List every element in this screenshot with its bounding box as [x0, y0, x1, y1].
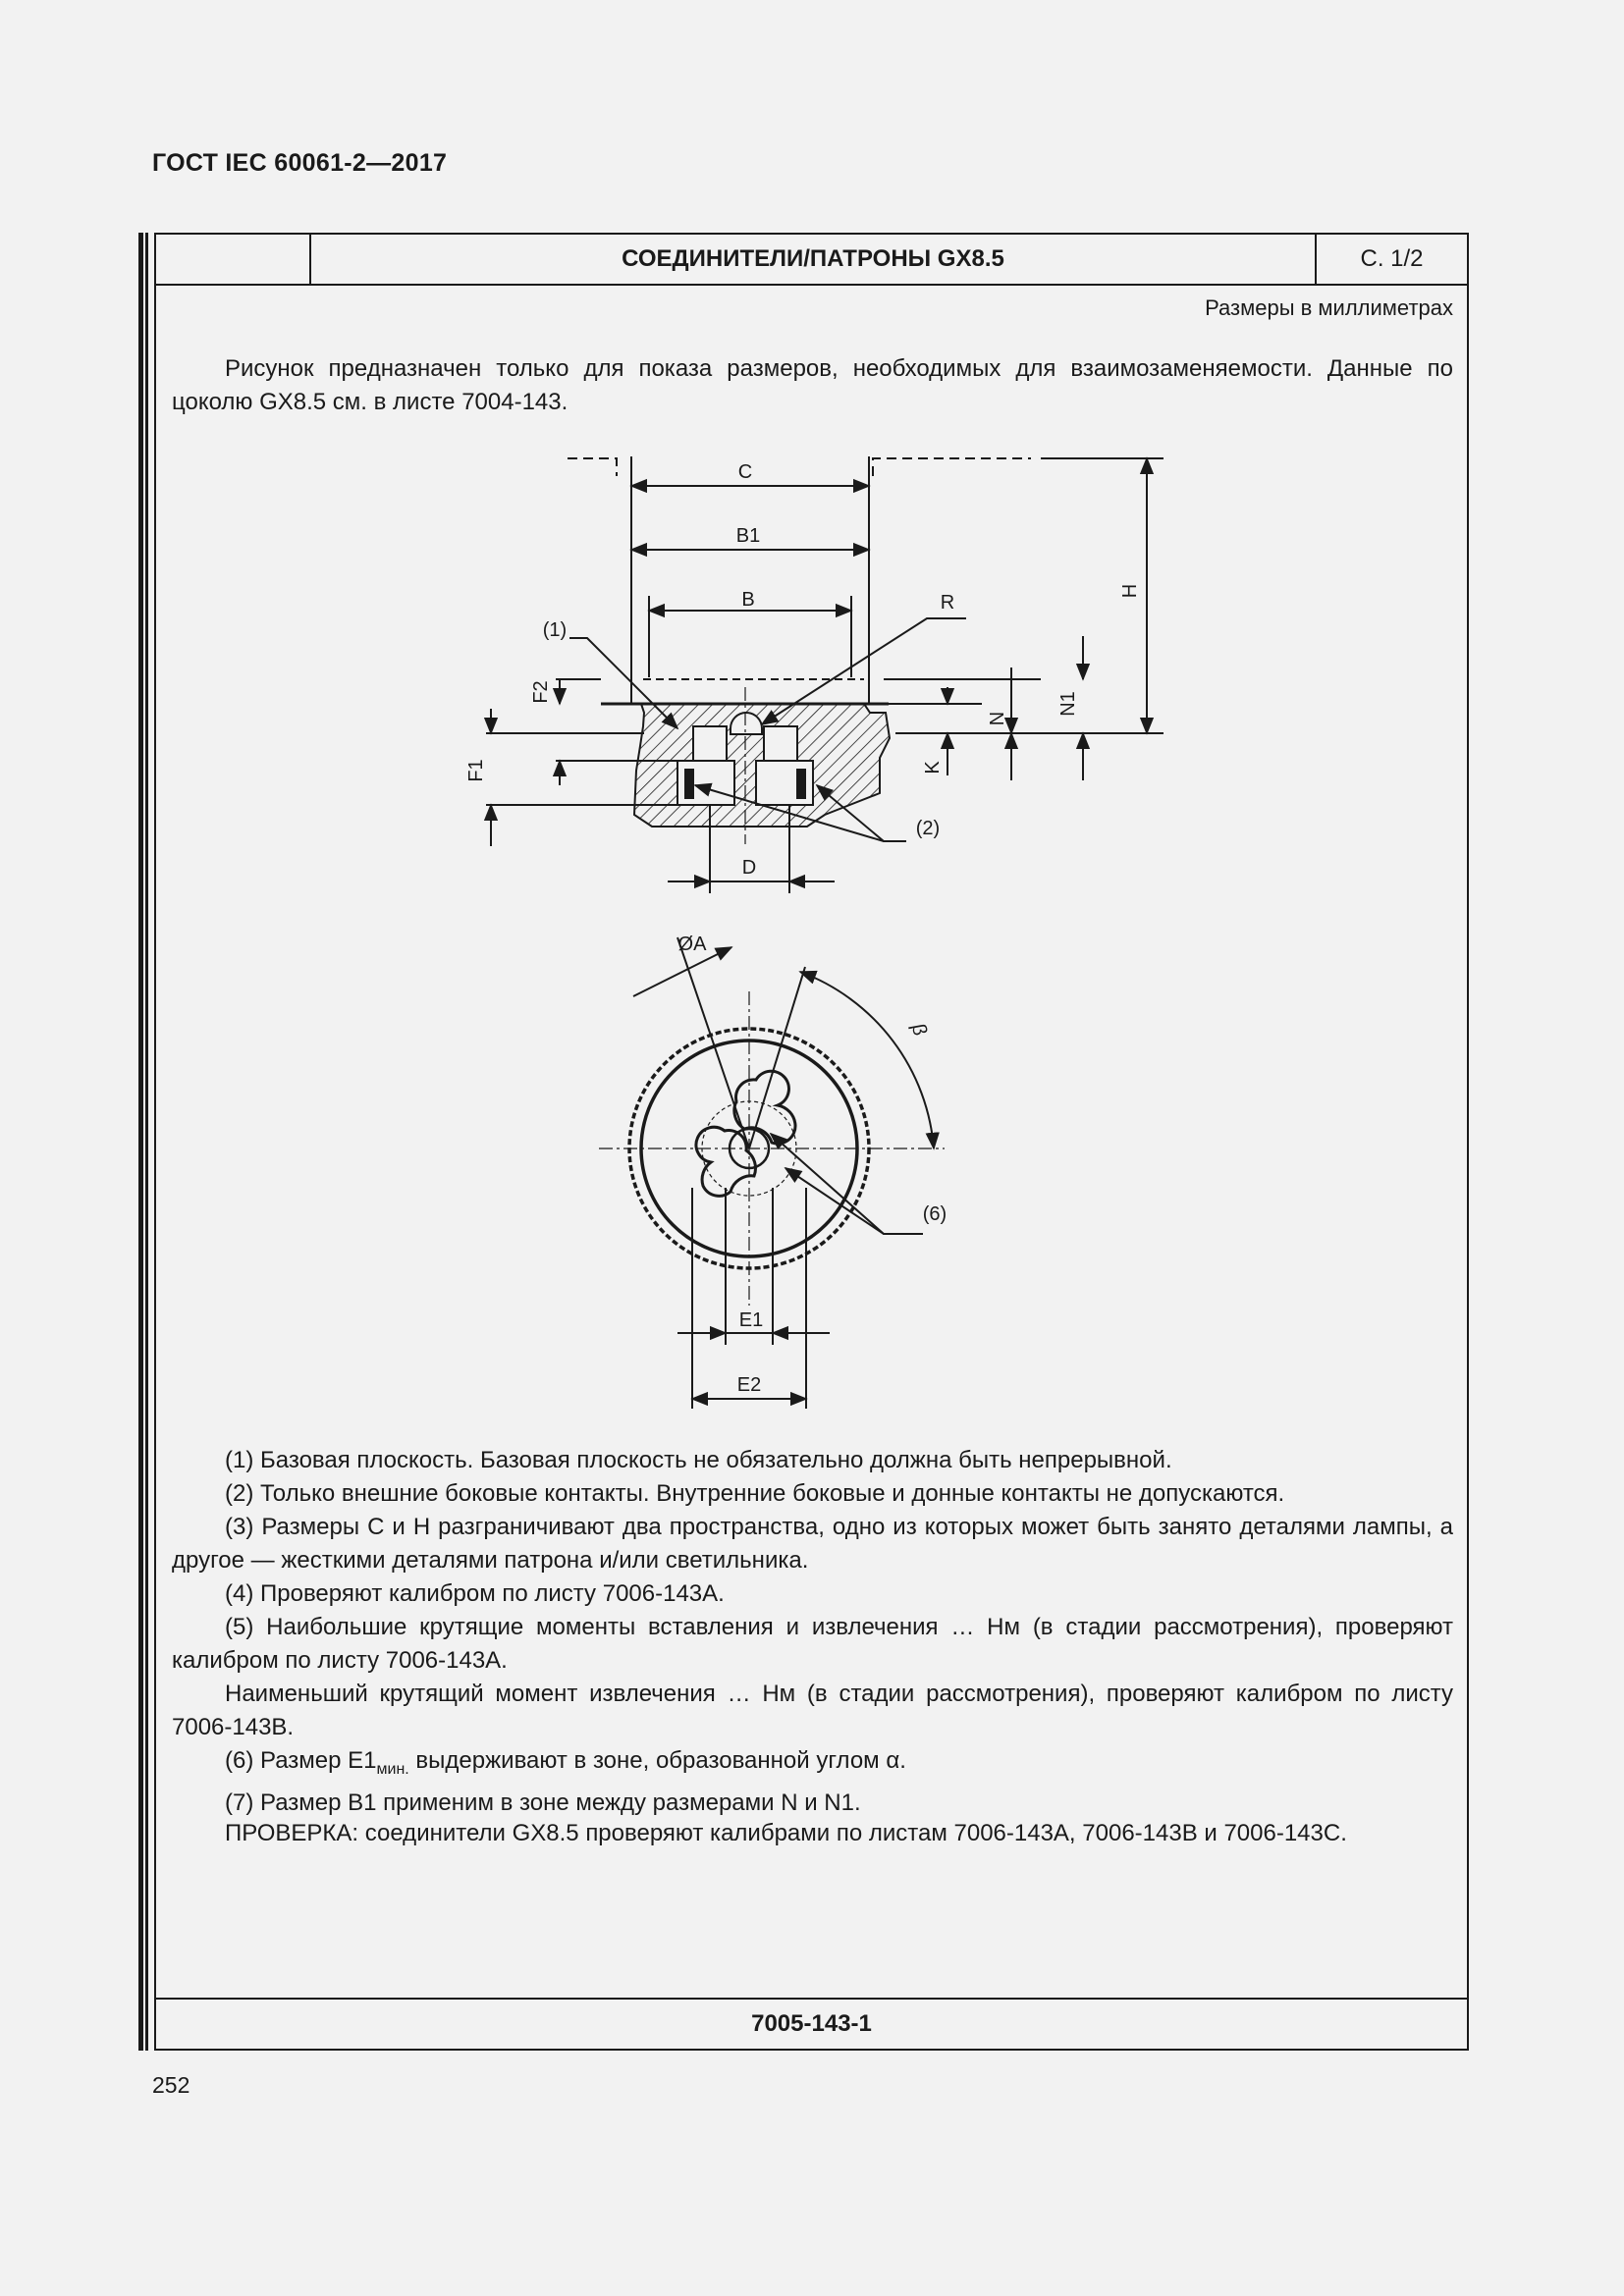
label-K: K — [922, 761, 944, 774]
note-6-subscript: мин. — [376, 1760, 409, 1778]
side-view-drawing — [486, 456, 1164, 893]
label-F2: F2 — [530, 680, 552, 704]
label-B1: B1 — [735, 525, 761, 547]
label-E2: E2 — [736, 1374, 762, 1396]
label-beta: β — [907, 1022, 931, 1038]
drawing-labels — [465, 461, 1141, 1396]
note-6-prefix: (6) Размер E1 — [225, 1747, 377, 1774]
page-number: 252 — [152, 2072, 190, 2098]
label-F1: F1 — [465, 759, 487, 782]
units-note: Размеры в миллиметрах — [1205, 295, 1453, 320]
note-7: (7) Размер B1 применим в зоне между размерами N и N1. — [225, 1789, 861, 1816]
note-5: (5) Наибольшие крутящие моменты вставления и извлечения … Нм (в стадии рассмотрения), проверяют калибром по листу 7006-143А. — [172, 1614, 1453, 1674]
label-C: C — [737, 461, 753, 483]
check-text: ПРОВЕРКА: соединители GX8.5 проверяют калибрами по листам 7006-143А, 7006-143В и 7006-143С. — [225, 1820, 1347, 1846]
sheet-page-indicator: С. 1/2 — [1360, 245, 1424, 272]
label-N: N — [987, 711, 1008, 726]
label-diameter-A: ØA — [677, 934, 707, 955]
note-6-suffix: выдерживают в зоне, образованной углом α. — [408, 1747, 906, 1774]
label-N1: N1 — [1057, 691, 1079, 717]
intro-text: Рисунок предназначен только для показа размеров, необходимых для взаимозаменяемости. Данные по цоколю GX8.5 см. в листе 7004-143. — [172, 355, 1453, 415]
note-4: (4) Проверяют калибром по листу 7006-143А. — [225, 1580, 725, 1607]
label-D: D — [741, 857, 757, 879]
callout-6: (6) — [922, 1203, 947, 1225]
note-2: (2) Только внешние боковые контакты. Внутренние боковые и донные контакты не допускаются. — [225, 1480, 1285, 1507]
document-standard-header: ГОСТ IEC 60061-2—2017 — [152, 149, 448, 177]
label-R: R — [940, 592, 955, 614]
note-5-continued: Наименьший крутящий момент извлечения … Нм (в стадии рассмотрения), проверяют калибром по листу 7006-143В. — [172, 1681, 1453, 1740]
label-E1: E1 — [738, 1309, 764, 1331]
label-B: B — [741, 589, 755, 611]
note-3: (3) Размеры C и H разграничивают два пространства, одно из которых может быть занято деталями лампы, а другое — жесткими деталями патрона и/или светильника. — [172, 1514, 1453, 1574]
note-1: (1) Базовая плоскость. Базовая плоскость не обязательно должна быть непрерывной. — [225, 1447, 1172, 1473]
label-H: H — [1119, 583, 1141, 599]
top-view-drawing — [599, 937, 945, 1409]
sheet-footer-code: 7005-143-1 — [156, 1998, 1467, 2049]
callout-2: (2) — [915, 818, 941, 839]
sheet-title: СОЕДИНИТЕЛИ/ПАТРОНЫ GX8.5 — [311, 235, 1317, 284]
callout-1: (1) — [542, 619, 568, 641]
